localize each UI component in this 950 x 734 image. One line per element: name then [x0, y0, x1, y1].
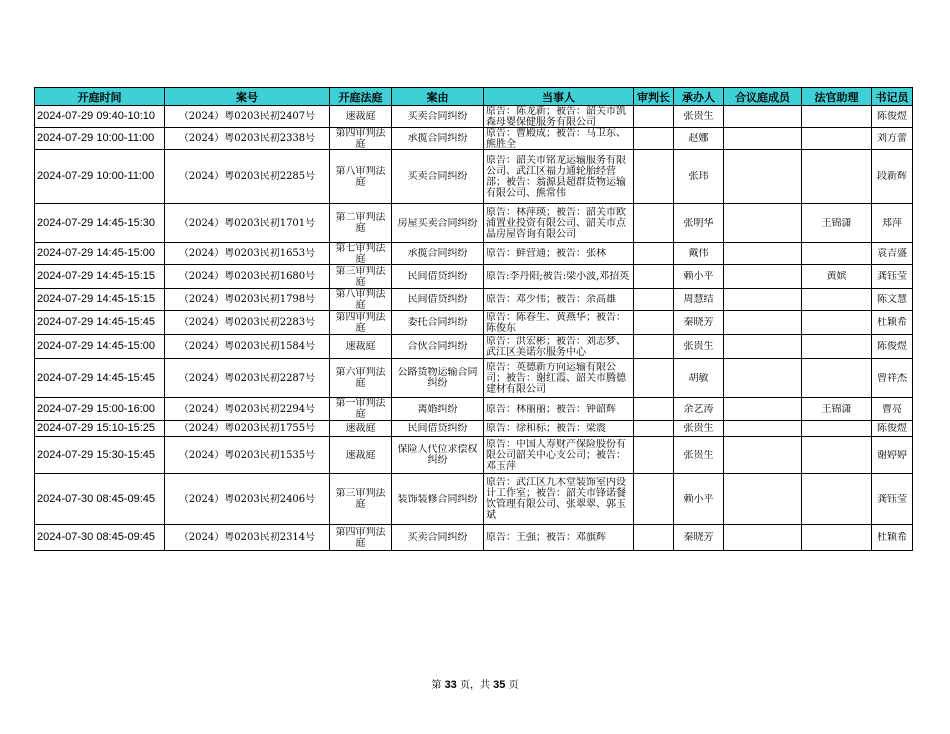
cell-parties-text: 原告：徐和标；被告：梁震	[486, 423, 606, 434]
cell-case-no-text: （2024）粤0203民初1701号	[178, 217, 316, 229]
cell-case-no	[165, 359, 330, 398]
cell-case-no-text: （2024）粤0203民初1798号	[178, 294, 316, 305]
footer-suffix: 页	[505, 680, 519, 691]
cell-clerk-text: 郑萍	[882, 217, 902, 229]
cell-cause	[392, 474, 484, 525]
cell-handler-text: 秦晓芳	[683, 532, 714, 543]
cell-panel	[724, 421, 802, 437]
cell-parties-text: 原告：林丽丽；被告：钟韶辉	[486, 403, 616, 415]
cell-cause	[392, 128, 484, 150]
cell-clerk-text: 袁吉盛	[877, 248, 907, 259]
cell-parties	[484, 525, 634, 551]
cell-cause-text: 买卖合同纠纷	[407, 532, 468, 543]
cell-cause-text: 承揽合同纠纷	[407, 248, 468, 259]
cell-chief-judge	[634, 289, 674, 311]
cell-chief-judge	[634, 525, 674, 551]
cell-court	[330, 359, 392, 398]
cell-court	[330, 398, 392, 421]
cell-assistant	[802, 421, 872, 437]
cell-time-text: 2024-07-29 14:45-15:30	[37, 217, 156, 229]
cell-time-text: 2024-07-29 14:45-15:45	[37, 372, 156, 384]
cell-time	[35, 106, 165, 128]
cell-parties-text: 原告：陈春生、黄燕华；被告：陈俊东	[486, 311, 626, 334]
col-header-panel: 合议庭成员	[724, 88, 802, 106]
cell-parties	[484, 265, 634, 289]
cell-cause	[392, 243, 484, 265]
table-row	[35, 359, 913, 398]
cell-panel	[724, 265, 802, 289]
cell-handler-text: 张贵生	[683, 423, 714, 434]
cell-case-no	[165, 150, 330, 204]
cell-panel	[724, 437, 802, 474]
cell-time-text: 2024-07-29 14:45-15:45	[37, 317, 156, 328]
cell-panel	[724, 128, 802, 150]
cell-panel	[724, 243, 802, 265]
cell-panel	[724, 398, 802, 421]
cell-panel	[724, 359, 802, 398]
cell-clerk-text: 陈文慧	[877, 294, 907, 305]
cell-assistant	[802, 265, 872, 289]
cell-parties-text: 原告：武江区九木堂装饰室内设计工作室；被告：韶关市锋诺餐饮管理有限公司、张翠翠、郭玉斌	[486, 477, 626, 521]
footer-total-pages: 35	[493, 679, 506, 691]
cell-cause	[392, 525, 484, 551]
cell-case-no	[165, 525, 330, 551]
col-header-chief-judge: 审判长	[634, 88, 674, 106]
cell-court	[330, 243, 392, 265]
cell-case-no	[165, 311, 330, 335]
cell-handler	[674, 335, 724, 359]
cell-case-no-text: （2024）粤0203民初1653号	[178, 248, 316, 259]
cell-case-no-text: （2024）粤0203民初2285号	[178, 171, 316, 182]
cell-time	[35, 204, 165, 243]
cell-chief-judge	[634, 150, 674, 204]
cell-time-text: 2024-07-30 08:45-09:45	[37, 493, 156, 505]
cell-panel	[724, 204, 802, 243]
cell-cause-text: 买卖合同纠纷	[407, 111, 468, 122]
cell-panel	[724, 335, 802, 359]
cell-time-text: 2024-07-29 15:00-16:00	[37, 403, 156, 415]
cell-chief-judge	[634, 311, 674, 335]
cell-parties-text: 原告:李丹阳;被告:梁小波,邓招英	[486, 271, 630, 282]
cell-time	[35, 437, 165, 474]
cell-clerk	[872, 525, 913, 551]
table-row	[35, 204, 913, 243]
cell-court-text: 第三审判法庭	[335, 265, 386, 288]
cell-court-text: 速裁庭	[345, 111, 376, 122]
table-row	[35, 150, 913, 204]
cell-case-no	[165, 106, 330, 128]
cell-handler-text: 周慧结	[683, 294, 714, 305]
cell-case-no	[165, 474, 330, 525]
cell-parties	[484, 204, 634, 243]
cell-case-no-text: （2024）粤0203民初2287号	[178, 372, 316, 384]
cell-case-no	[165, 204, 330, 243]
cell-clerk-text: 龚钰莹	[877, 271, 907, 282]
cell-clerk	[872, 437, 913, 474]
cell-handler	[674, 289, 724, 311]
cell-assistant	[802, 474, 872, 525]
cell-cause	[392, 289, 484, 311]
cell-handler-text: 张玮	[688, 171, 709, 182]
cell-court-text: 第一审判法庭	[335, 398, 386, 420]
cell-time	[35, 398, 165, 421]
cell-parties	[484, 359, 634, 398]
cell-handler	[674, 474, 724, 525]
cell-assistant	[802, 398, 872, 421]
cell-parties-text: 原告：韶关市铭龙运输服务有限公司、武江区福力通轮胎经营部；被告：翁源县超群货物运输有限公司、熊常伟	[486, 154, 626, 199]
hearing-schedule	[34, 87, 912, 551]
footer-page-number: 33	[444, 679, 457, 691]
cell-clerk	[872, 474, 913, 525]
page-footer	[0, 676, 950, 691]
cell-time	[35, 128, 165, 150]
cell-assistant	[802, 128, 872, 150]
cell-handler	[674, 128, 724, 150]
cell-cause	[392, 421, 484, 437]
cell-parties-text: 原告：洪宏彬；被告：刘志梦、武江区美诺尔服务中心	[486, 335, 626, 358]
cell-case-no	[165, 265, 330, 289]
table-row	[35, 265, 913, 289]
cell-case-no-text: （2024）粤0203民初1584号	[178, 341, 316, 352]
cell-clerk	[872, 243, 913, 265]
cell-clerk-text: 杜颖希	[877, 532, 907, 543]
cell-cause	[392, 204, 484, 243]
cell-time	[35, 525, 165, 551]
cell-case-no	[165, 128, 330, 150]
cell-handler	[674, 265, 724, 289]
cell-case-no	[165, 398, 330, 421]
cell-parties	[484, 106, 634, 128]
cell-clerk	[872, 106, 913, 128]
cell-court-text: 第三审判法庭	[335, 488, 386, 510]
cell-parties	[484, 421, 634, 437]
cell-clerk-text: 陈俊煜	[877, 341, 907, 352]
cell-parties-text: 原告：中国人寿财产保险股份有限公司韶关中心支公司；被告：邓玉萍	[486, 438, 626, 472]
cell-case-no-text: （2024）粤0203民初2406号	[178, 493, 316, 505]
cell-time-text: 2024-07-29 14:45-15:00	[37, 341, 156, 352]
cell-cause-text: 公路货物运输合同纠纷	[397, 367, 478, 389]
cell-chief-judge	[634, 335, 674, 359]
cell-assistant	[802, 359, 872, 398]
cell-time	[35, 150, 165, 204]
cell-cause-text: 委托合同纠纷	[407, 317, 468, 328]
cell-time-text: 2024-07-29 14:45-15:15	[37, 271, 156, 282]
cell-chief-judge	[634, 398, 674, 421]
cell-handler-text: 秦晓芳	[683, 317, 714, 328]
cell-court-text: 第七审判法庭	[335, 243, 386, 264]
cell-court	[330, 128, 392, 150]
cell-assistant	[802, 525, 872, 551]
cell-handler-text: 赖小平	[683, 493, 714, 505]
cell-court	[330, 106, 392, 128]
col-header-clerk: 书记员	[872, 88, 913, 106]
cell-cause-text: 民间借贷纠纷	[407, 271, 468, 282]
cell-assistant	[802, 106, 872, 128]
cell-case-no-text: （2024）粤0203民初2294号	[178, 403, 316, 415]
table-row	[35, 421, 913, 437]
cell-cause-text: 房屋买卖合同纠纷	[397, 217, 478, 229]
cell-parties-text: 原告：王强；被告：邓旗辉	[486, 532, 606, 543]
cell-assistant	[802, 150, 872, 204]
table-row	[35, 311, 913, 335]
cell-court	[330, 289, 392, 311]
cell-cause	[392, 359, 484, 398]
cell-chief-judge	[634, 359, 674, 398]
cell-time-text: 2024-07-29 15:10-15:25	[37, 423, 156, 434]
cell-handler	[674, 150, 724, 204]
cell-case-no	[165, 289, 330, 311]
table-row	[35, 474, 913, 525]
cell-clerk-text: 龚钰莹	[877, 493, 907, 505]
cell-handler-text: 胡敏	[688, 372, 709, 384]
cell-cause	[392, 398, 484, 421]
cell-parties-text: 原告：陈龙新；被告：韶关市凯森母婴保健服务有限公司	[486, 106, 626, 127]
cell-court	[330, 150, 392, 204]
cell-court-text: 第八审判法庭	[335, 165, 386, 188]
cell-handler	[674, 106, 724, 128]
cell-cause	[392, 335, 484, 359]
cell-time	[35, 335, 165, 359]
cell-assistant	[802, 289, 872, 311]
cell-court	[330, 525, 392, 551]
cell-chief-judge	[634, 243, 674, 265]
cell-case-no	[165, 243, 330, 265]
cell-time-text: 2024-07-29 15:30-15:45	[37, 449, 156, 461]
cell-handler	[674, 398, 724, 421]
cell-parties	[484, 150, 634, 204]
cell-clerk-text: 段新辉	[877, 171, 907, 182]
cell-time	[35, 311, 165, 335]
cell-chief-judge	[634, 421, 674, 437]
cell-time-text: 2024-07-29 10:00-11:00	[37, 133, 155, 144]
cell-time	[35, 243, 165, 265]
cell-panel	[724, 525, 802, 551]
cell-case-no-text: （2024）粤0203民初1755号	[178, 423, 316, 434]
cell-parties	[484, 311, 634, 335]
cell-parties	[484, 335, 634, 359]
cell-time	[35, 265, 165, 289]
cell-clerk-text: 杜颖希	[877, 317, 907, 328]
cell-chief-judge	[634, 265, 674, 289]
cell-parties-text: 原告：林萍瑛；被告：韶关市欧浦置业投资有限公司、韶关市点晶房屋咨询有限公司	[486, 206, 626, 240]
cell-case-no-text: （2024）粤0203民初1535号	[178, 449, 316, 461]
cell-assistant	[802, 311, 872, 335]
cell-clerk-text: 谢婷婷	[877, 449, 907, 461]
cell-court	[330, 311, 392, 335]
cell-assistant	[802, 335, 872, 359]
cell-cause-text: 保险人代位求偿权纠纷	[397, 444, 478, 466]
cell-case-no-text: （2024）粤0203民初2283号	[178, 317, 316, 328]
cell-parties	[484, 437, 634, 474]
cell-case-no	[165, 437, 330, 474]
cell-parties	[484, 289, 634, 311]
cell-time-text: 2024-07-30 08:45-09:45	[37, 532, 156, 543]
table-row	[35, 128, 913, 150]
cell-time	[35, 289, 165, 311]
cell-handler-text: 张明华	[683, 217, 714, 229]
col-header-court: 开庭法庭	[330, 88, 392, 106]
cell-court-text: 第二审判法庭	[335, 212, 386, 234]
cell-handler	[674, 311, 724, 335]
cell-clerk-text: 陈俊煜	[877, 111, 907, 122]
cell-clerk-text: 曹亮	[882, 403, 902, 415]
cell-parties-text: 原告：邓少伟；被告：余高雄	[486, 294, 616, 305]
cell-parties	[484, 398, 634, 421]
cell-time	[35, 421, 165, 437]
cell-case-no-text: （2024）粤0203民初2314号	[178, 532, 316, 543]
cell-court	[330, 204, 392, 243]
cell-clerk	[872, 204, 913, 243]
col-header-cause: 案由	[392, 88, 484, 106]
cell-court-text: 第四审判法庭	[335, 128, 386, 149]
col-header-assistant: 法官助理	[802, 88, 872, 106]
cell-clerk	[872, 128, 913, 150]
cell-parties	[484, 243, 634, 265]
cell-cause-text: 合伙合同纠纷	[407, 341, 468, 352]
cell-cause	[392, 437, 484, 474]
cell-handler	[674, 421, 724, 437]
cell-handler-text: 张贵生	[683, 341, 714, 352]
cell-chief-judge	[634, 474, 674, 525]
cell-clerk	[872, 150, 913, 204]
cell-panel	[724, 150, 802, 204]
cell-chief-judge	[634, 437, 674, 474]
cell-court	[330, 265, 392, 289]
cell-time-text: 2024-07-29 14:45-15:15	[37, 294, 156, 305]
cell-assistant	[802, 437, 872, 474]
cell-case-no-text: （2024）粤0203民初2338号	[178, 133, 316, 144]
cell-time-text: 2024-07-29 09:40-10:10	[37, 111, 156, 122]
cell-handler	[674, 525, 724, 551]
cell-handler	[674, 359, 724, 398]
footer-middle: 页，共	[456, 680, 494, 691]
cell-chief-judge	[634, 106, 674, 128]
cell-time-text: 2024-07-29 14:45-15:00	[37, 248, 156, 259]
cell-assistant	[802, 204, 872, 243]
cell-handler-text: 赖小平	[683, 271, 714, 282]
cell-clerk	[872, 311, 913, 335]
cell-clerk	[872, 335, 913, 359]
cell-assistant-text: 王锦潇	[821, 217, 852, 229]
cell-assistant-text: 王锦潇	[821, 403, 852, 415]
cell-parties-text: 原告：鲜营通；被告：张林	[486, 248, 606, 259]
cell-cause-text: 买卖合同纠纷	[407, 171, 468, 182]
table-row	[35, 398, 913, 421]
cell-court-text: 速裁庭	[345, 341, 376, 352]
col-header-parties: 当事人	[484, 88, 634, 106]
cell-cause	[392, 150, 484, 204]
header-row	[35, 88, 913, 106]
cell-clerk	[872, 398, 913, 421]
cell-clerk	[872, 359, 913, 398]
table-row	[35, 289, 913, 311]
cell-court	[330, 437, 392, 474]
cell-handler-text: 张贵生	[683, 449, 714, 461]
cell-case-no-text: （2024）粤0203民初1680号	[178, 271, 316, 282]
cell-case-no	[165, 421, 330, 437]
cell-clerk-text: 曾祥杰	[877, 372, 907, 384]
cell-court	[330, 474, 392, 525]
cell-handler-text: 张贵生	[683, 111, 714, 122]
cell-cause	[392, 106, 484, 128]
cell-court-text: 速裁庭	[345, 449, 376, 461]
cell-cause-text: 民间借贷纠纷	[407, 294, 468, 305]
cell-cause	[392, 311, 484, 335]
cell-assistant	[802, 243, 872, 265]
cell-court-text: 第四审判法庭	[335, 311, 386, 334]
cell-time-text: 2024-07-29 10:00-11:00	[37, 171, 155, 182]
table-row	[35, 335, 913, 359]
cell-handler-text: 戴伟	[688, 248, 709, 259]
cell-case-no-text: （2024）粤0203民初2407号	[178, 111, 316, 122]
table-row	[35, 243, 913, 265]
cell-assistant-text: 黄嫔	[826, 271, 847, 282]
cell-handler	[674, 437, 724, 474]
cell-court-text: 第八审判法庭	[335, 289, 386, 310]
cell-court-text: 第六审判法庭	[335, 367, 386, 389]
cell-clerk	[872, 289, 913, 311]
cell-parties-text: 原告：曹殿成；被告：马卫东、熊胜全	[486, 128, 626, 149]
col-header-case-no: 案号	[165, 88, 330, 106]
cell-court-text: 速裁庭	[345, 423, 376, 434]
cell-handler-text: 余艺涛	[683, 403, 714, 415]
footer-prefix: 第	[431, 680, 445, 691]
cell-clerk-text: 陈俊煜	[877, 423, 907, 434]
cell-panel	[724, 311, 802, 335]
cell-clerk	[872, 265, 913, 289]
cell-handler	[674, 204, 724, 243]
cell-panel	[724, 289, 802, 311]
col-header-handler: 承办人	[674, 88, 724, 106]
cell-time	[35, 359, 165, 398]
cell-parties	[484, 474, 634, 525]
table-row	[35, 106, 913, 128]
cell-parties-text: 原告：英德新方向运输有限公司；被告：谢红霞、韶关市腾德建材有限公司	[486, 361, 626, 395]
table-row	[35, 525, 913, 551]
cell-handler	[674, 243, 724, 265]
cell-cause	[392, 265, 484, 289]
cell-court	[330, 335, 392, 359]
hearing-table	[34, 87, 913, 551]
cell-court	[330, 421, 392, 437]
cell-clerk-text: 刘方蕾	[877, 133, 907, 144]
table-row	[35, 437, 913, 474]
cell-chief-judge	[634, 128, 674, 150]
cell-panel	[724, 106, 802, 128]
cell-time	[35, 474, 165, 525]
col-header-time: 开庭时间	[35, 88, 165, 106]
cell-cause-text: 装饰装修合同纠纷	[397, 493, 478, 505]
cell-court-text: 第四审判法庭	[335, 526, 386, 549]
cell-chief-judge	[634, 204, 674, 243]
cell-clerk	[872, 421, 913, 437]
cell-cause-text: 离婚纠纷	[417, 403, 458, 415]
cell-parties	[484, 128, 634, 150]
cell-case-no	[165, 335, 330, 359]
cell-handler-text: 赵娜	[688, 133, 709, 144]
cell-cause-text: 承揽合同纠纷	[407, 133, 468, 144]
cell-cause-text: 民间借贷纠纷	[407, 423, 468, 434]
cell-panel	[724, 474, 802, 525]
